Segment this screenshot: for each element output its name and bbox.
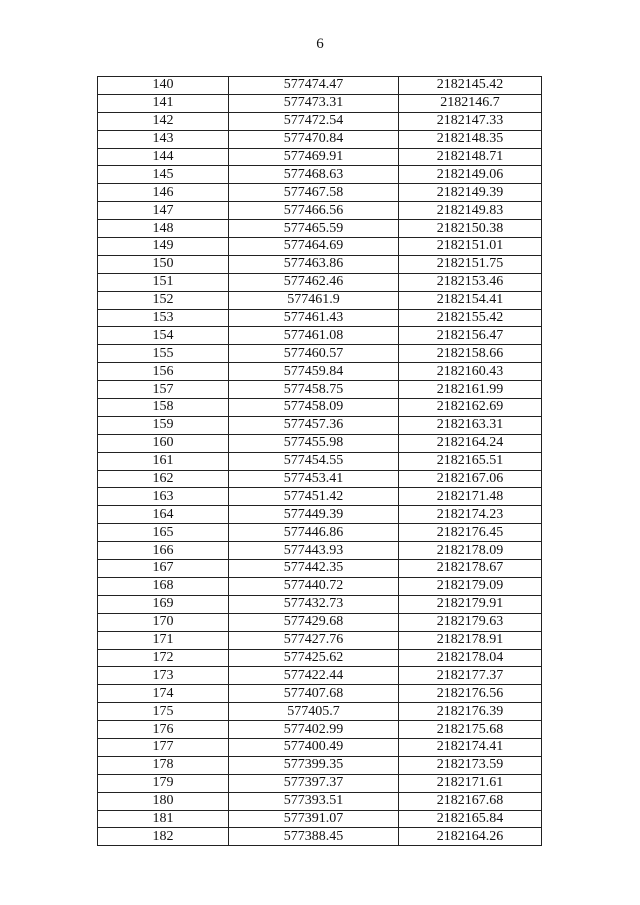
- table-row: [98, 506, 542, 524]
- y-coordinate-cell: 2182176.56: [399, 685, 542, 703]
- y-coordinate-cell: 2182158.66: [399, 345, 542, 363]
- point-number-cell: 155: [98, 345, 229, 363]
- table-row: [98, 184, 542, 202]
- point-number-cell: 140: [98, 77, 229, 95]
- x-coordinate-cell: 577463.86: [229, 255, 399, 273]
- y-coordinate-cell: 2182164.26: [399, 828, 542, 846]
- x-coordinate-cell: 577440.72: [229, 577, 399, 595]
- y-coordinate-cell: 2182155.42: [399, 309, 542, 327]
- table-row: [98, 595, 542, 613]
- x-coordinate-cell: 577427.76: [229, 631, 399, 649]
- point-number-cell: 170: [98, 613, 229, 631]
- table-row: [98, 577, 542, 595]
- table-row: [98, 470, 542, 488]
- table-row: [98, 756, 542, 774]
- point-number-cell: 178: [98, 756, 229, 774]
- table-row: [98, 416, 542, 434]
- y-coordinate-cell: 2182165.84: [399, 810, 542, 828]
- y-coordinate-cell: 2182161.99: [399, 381, 542, 399]
- x-coordinate-cell: 577425.62: [229, 649, 399, 667]
- x-coordinate-cell: 577453.41: [229, 470, 399, 488]
- y-coordinate-cell: 2182176.39: [399, 703, 542, 721]
- y-coordinate-cell: 2182162.69: [399, 399, 542, 417]
- point-number-cell: 159: [98, 416, 229, 434]
- point-number-cell: 145: [98, 166, 229, 184]
- point-number-cell: 180: [98, 792, 229, 810]
- x-coordinate-cell: 577443.93: [229, 542, 399, 560]
- x-coordinate-cell: 577451.42: [229, 488, 399, 506]
- y-coordinate-cell: 2182174.23: [399, 506, 542, 524]
- table-row: [98, 220, 542, 238]
- y-coordinate-cell: 2182179.63: [399, 613, 542, 631]
- y-coordinate-cell: 2182151.75: [399, 255, 542, 273]
- y-coordinate-cell: 2182171.48: [399, 488, 542, 506]
- point-number-cell: 151: [98, 273, 229, 291]
- table-row: [98, 542, 542, 560]
- point-number-cell: 143: [98, 130, 229, 148]
- table-row: [98, 703, 542, 721]
- y-coordinate-cell: 2182147.33: [399, 112, 542, 130]
- y-coordinate-cell: 2182175.68: [399, 721, 542, 739]
- y-coordinate-cell: 2182179.91: [399, 595, 542, 613]
- point-number-cell: 149: [98, 238, 229, 256]
- y-coordinate-cell: 2182164.24: [399, 434, 542, 452]
- x-coordinate-cell: 577468.63: [229, 166, 399, 184]
- table-row: [98, 828, 542, 846]
- point-number-cell: 166: [98, 542, 229, 560]
- x-coordinate-cell: 577400.49: [229, 738, 399, 756]
- y-coordinate-cell: 2182146.7: [399, 94, 542, 112]
- table-row: [98, 631, 542, 649]
- coordinates-table-body: [98, 77, 542, 846]
- table-row: [98, 291, 542, 309]
- table-row: [98, 613, 542, 631]
- table-row: [98, 381, 542, 399]
- point-number-cell: 161: [98, 452, 229, 470]
- x-coordinate-cell: 577442.35: [229, 560, 399, 578]
- y-coordinate-cell: 2182173.59: [399, 756, 542, 774]
- x-coordinate-cell: 577432.73: [229, 595, 399, 613]
- x-coordinate-cell: 577461.9: [229, 291, 399, 309]
- table-row: [98, 77, 542, 95]
- table-row: [98, 273, 542, 291]
- table-row: [98, 488, 542, 506]
- x-coordinate-cell: 577473.31: [229, 94, 399, 112]
- point-number-cell: 162: [98, 470, 229, 488]
- x-coordinate-cell: 577399.35: [229, 756, 399, 774]
- table-row: [98, 309, 542, 327]
- point-number-cell: 182: [98, 828, 229, 846]
- page-number: 6: [316, 36, 324, 52]
- table-row: [98, 345, 542, 363]
- y-coordinate-cell: 2182179.09: [399, 577, 542, 595]
- point-number-cell: 144: [98, 148, 229, 166]
- y-coordinate-cell: 2182171.61: [399, 774, 542, 792]
- point-number-cell: 171: [98, 631, 229, 649]
- table-row: [98, 452, 542, 470]
- y-coordinate-cell: 2182156.47: [399, 327, 542, 345]
- x-coordinate-cell: 577402.99: [229, 721, 399, 739]
- point-number-cell: 175: [98, 703, 229, 721]
- x-coordinate-cell: 577459.84: [229, 363, 399, 381]
- y-coordinate-cell: 2182178.04: [399, 649, 542, 667]
- x-coordinate-cell: 577454.55: [229, 452, 399, 470]
- point-number-cell: 168: [98, 577, 229, 595]
- table-row: [98, 166, 542, 184]
- point-number-cell: 167: [98, 560, 229, 578]
- table-row: [98, 738, 542, 756]
- y-coordinate-cell: 2182178.67: [399, 560, 542, 578]
- x-coordinate-cell: 577458.09: [229, 399, 399, 417]
- x-coordinate-cell: 577393.51: [229, 792, 399, 810]
- point-number-cell: 157: [98, 381, 229, 399]
- y-coordinate-cell: 2182178.09: [399, 542, 542, 560]
- table-row: [98, 148, 542, 166]
- point-number-cell: 152: [98, 291, 229, 309]
- x-coordinate-cell: 577466.56: [229, 202, 399, 220]
- table-row: [98, 560, 542, 578]
- table-row: [98, 255, 542, 273]
- point-number-cell: 179: [98, 774, 229, 792]
- table-row: [98, 327, 542, 345]
- table-row: [98, 130, 542, 148]
- table-row: [98, 649, 542, 667]
- point-number-cell: 174: [98, 685, 229, 703]
- point-number-cell: 160: [98, 434, 229, 452]
- y-coordinate-cell: 2182149.39: [399, 184, 542, 202]
- x-coordinate-cell: 577407.68: [229, 685, 399, 703]
- table-row: [98, 685, 542, 703]
- point-number-cell: 177: [98, 738, 229, 756]
- y-coordinate-cell: 2182149.06: [399, 166, 542, 184]
- y-coordinate-cell: 2182165.51: [399, 452, 542, 470]
- point-number-cell: 181: [98, 810, 229, 828]
- x-coordinate-cell: 577464.69: [229, 238, 399, 256]
- y-coordinate-cell: 2182145.42: [399, 77, 542, 95]
- point-number-cell: 156: [98, 363, 229, 381]
- table-row: [98, 524, 542, 542]
- point-number-cell: 146: [98, 184, 229, 202]
- point-number-cell: 150: [98, 255, 229, 273]
- table-row: [98, 112, 542, 130]
- x-coordinate-cell: 577449.39: [229, 506, 399, 524]
- y-coordinate-cell: 2182167.68: [399, 792, 542, 810]
- x-coordinate-cell: 577461.43: [229, 309, 399, 327]
- table-row: [98, 792, 542, 810]
- point-number-cell: 165: [98, 524, 229, 542]
- y-coordinate-cell: 2182167.06: [399, 470, 542, 488]
- x-coordinate-cell: 577461.08: [229, 327, 399, 345]
- y-coordinate-cell: 2182177.37: [399, 667, 542, 685]
- y-coordinate-cell: 2182178.91: [399, 631, 542, 649]
- table-row: [98, 667, 542, 685]
- point-number-cell: 148: [98, 220, 229, 238]
- y-coordinate-cell: 2182154.41: [399, 291, 542, 309]
- x-coordinate-cell: 577469.91: [229, 148, 399, 166]
- point-number-cell: 147: [98, 202, 229, 220]
- x-coordinate-cell: 577422.44: [229, 667, 399, 685]
- y-coordinate-cell: 2182176.45: [399, 524, 542, 542]
- x-coordinate-cell: 577397.37: [229, 774, 399, 792]
- x-coordinate-cell: 577391.07: [229, 810, 399, 828]
- point-number-cell: 169: [98, 595, 229, 613]
- point-number-cell: 172: [98, 649, 229, 667]
- x-coordinate-cell: 577460.57: [229, 345, 399, 363]
- x-coordinate-cell: 577470.84: [229, 130, 399, 148]
- point-number-cell: 164: [98, 506, 229, 524]
- y-coordinate-cell: 2182153.46: [399, 273, 542, 291]
- y-coordinate-cell: 2182148.71: [399, 148, 542, 166]
- table-row: [98, 94, 542, 112]
- table-row: [98, 434, 542, 452]
- coordinates-table: [97, 76, 542, 846]
- y-coordinate-cell: 2182174.41: [399, 738, 542, 756]
- y-coordinate-cell: 2182160.43: [399, 363, 542, 381]
- x-coordinate-cell: 577429.68: [229, 613, 399, 631]
- point-number-cell: 141: [98, 94, 229, 112]
- point-number-cell: 153: [98, 309, 229, 327]
- table-row: [98, 774, 542, 792]
- point-number-cell: 163: [98, 488, 229, 506]
- y-coordinate-cell: 2182148.35: [399, 130, 542, 148]
- table-row: [98, 238, 542, 256]
- table-row: [98, 810, 542, 828]
- x-coordinate-cell: 577446.86: [229, 524, 399, 542]
- x-coordinate-cell: 577467.58: [229, 184, 399, 202]
- x-coordinate-cell: 577472.54: [229, 112, 399, 130]
- table-row: [98, 721, 542, 739]
- y-coordinate-cell: 2182150.38: [399, 220, 542, 238]
- point-number-cell: 158: [98, 399, 229, 417]
- x-coordinate-cell: 577405.7: [229, 703, 399, 721]
- y-coordinate-cell: 2182149.83: [399, 202, 542, 220]
- table-row: [98, 202, 542, 220]
- point-number-cell: 142: [98, 112, 229, 130]
- point-number-cell: 176: [98, 721, 229, 739]
- table-row: [98, 399, 542, 417]
- x-coordinate-cell: 577458.75: [229, 381, 399, 399]
- point-number-cell: 173: [98, 667, 229, 685]
- point-number-cell: 154: [98, 327, 229, 345]
- x-coordinate-cell: 577388.45: [229, 828, 399, 846]
- x-coordinate-cell: 577465.59: [229, 220, 399, 238]
- y-coordinate-cell: 2182163.31: [399, 416, 542, 434]
- x-coordinate-cell: 577462.46: [229, 273, 399, 291]
- x-coordinate-cell: 577474.47: [229, 77, 399, 95]
- x-coordinate-cell: 577457.36: [229, 416, 399, 434]
- x-coordinate-cell: 577455.98: [229, 434, 399, 452]
- table-row: [98, 363, 542, 381]
- y-coordinate-cell: 2182151.01: [399, 238, 542, 256]
